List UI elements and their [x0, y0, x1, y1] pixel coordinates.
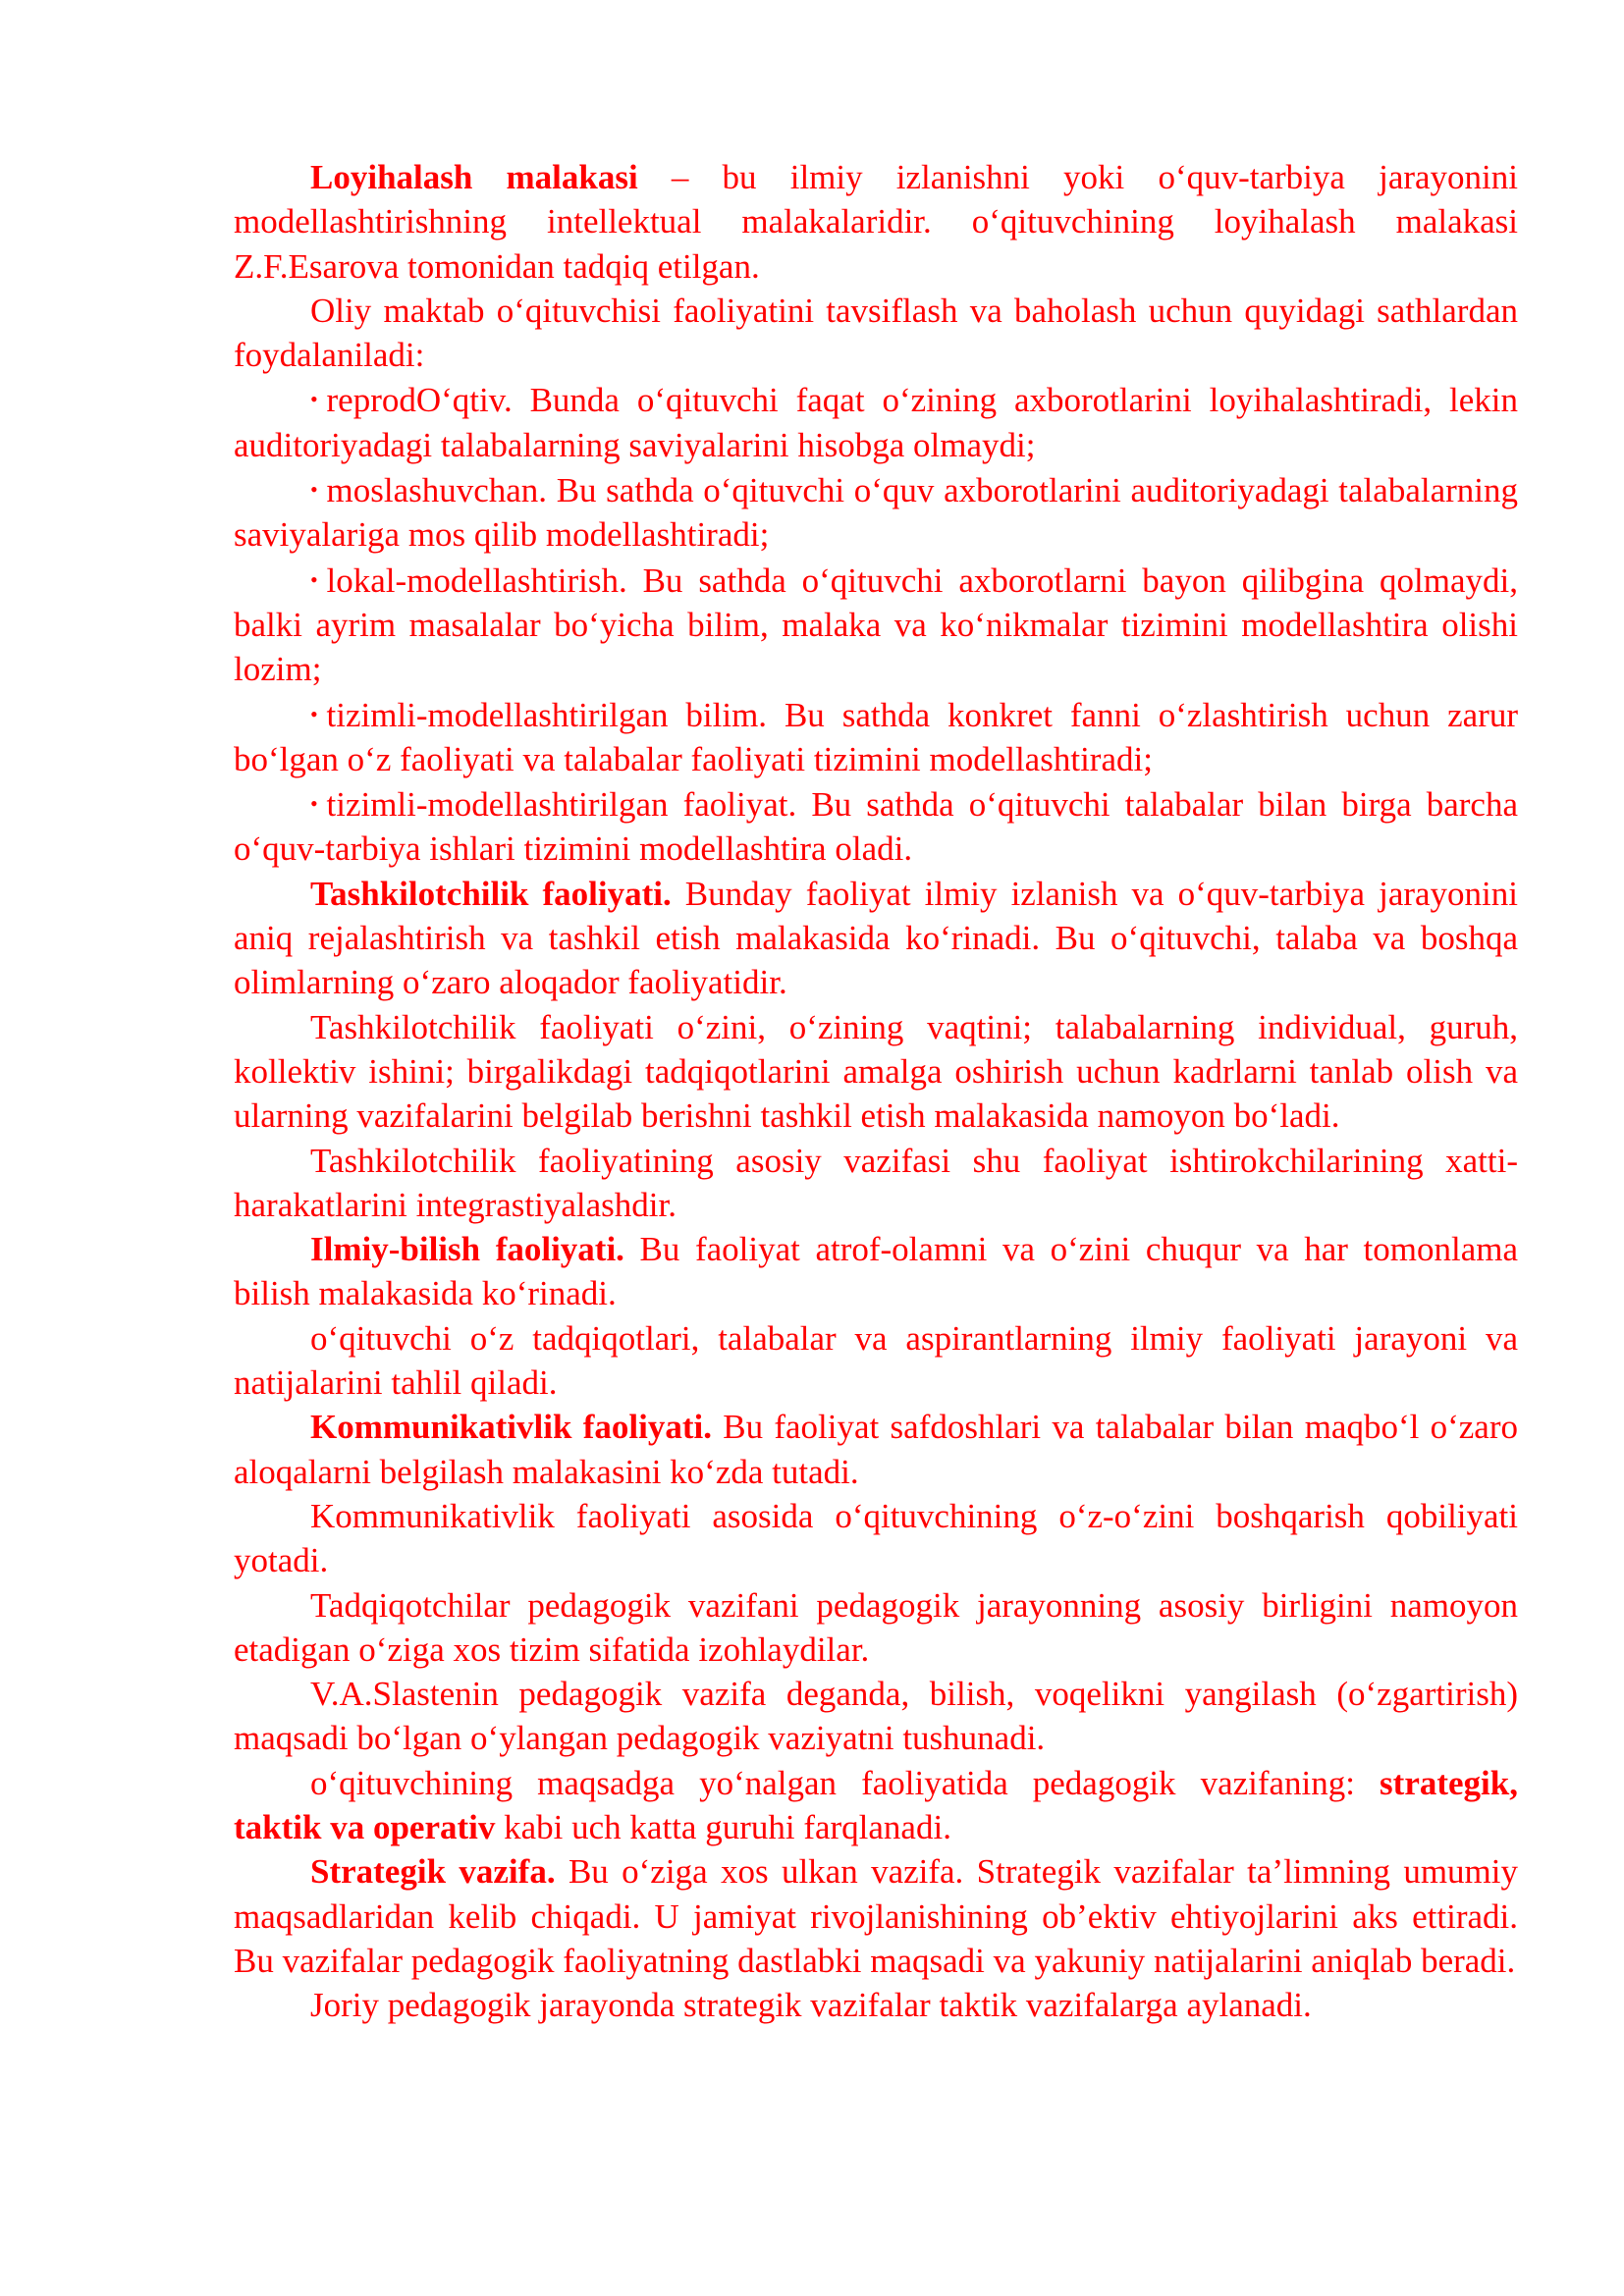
- paragraph-slastenin: [234, 1672, 1518, 1761]
- paragraph-tadqiqotchilar: [234, 1583, 1518, 1673]
- paragraph-kommunikativlik-asos: [234, 1494, 1518, 1583]
- list-item-text: tizimli-modellashtirilgan bilim. Bu sathda konkret fanni o‘zlashtirish uchun zarur bo‘lgan o‘z faoliyati va talabalar faoliyati tizimini modellashtiradi;: [234, 695, 1518, 778]
- paragraph-tashkilotchilik-detail: [234, 1005, 1518, 1139]
- paragraph-joriy-jarayon: [234, 1983, 1518, 2027]
- paragraph-text: Tashkilotchilik faoliyatining asosiy vazifasi shu faoliyat ishtirokchilarining xatti-harakatlarini integrastiyalashdir.: [234, 1141, 1518, 1224]
- term-kommunikativlik-faoliyati: Kommunikativlik faoliyati.: [310, 1408, 712, 1447]
- paragraph-loyihalash: [234, 155, 1518, 289]
- term-strategik-taktik-operativ: strategik, taktik va operativ: [234, 1763, 1518, 1846]
- list-item: [234, 467, 1518, 558]
- list-item-text: lokal-modellashtirish. Bu sathda o‘qituvchi axborotlarni bayon qilibgina qolmaydi, balki ayrim masalalar bo‘yicha bilim, malaka va ko‘nikmalar tizimini modellashtira olishi lozim;: [234, 561, 1518, 689]
- paragraph-text: Joriy pedagogik jarayonda strategik vazifalar taktik vazifalarga aylanadi.: [310, 1986, 1312, 2025]
- paragraph-tashkilotchilik: [234, 872, 1518, 1005]
- paragraph-strategik-vazifa: [234, 1849, 1518, 1983]
- list-item-text: moslashuvchan. Bu sathda o‘qituvchi o‘quv axborotlarini auditoriyadagi talabalarning saviyalariga mos qilib modellashtiradi;: [234, 471, 1518, 555]
- paragraph-text: Tadqiqotchilar pedagogik vazifani pedagogik jarayonning asosiy birligini namoyon etadigan o‘ziga xos tizim sifatida izohlaydilar.: [234, 1585, 1518, 1669]
- paragraph-text: Bu faoliyat atrof-olamni va o‘zini chuqur va har tomonlama bilish malakasida ko‘rinadi.: [234, 1230, 1518, 1313]
- list-item: [234, 377, 1518, 467]
- paragraph-kommunikativlik: [234, 1405, 1518, 1494]
- bullet-icon: •: [310, 701, 318, 726]
- document-page: [234, 155, 1518, 2027]
- list-item-text: reprodO‘qtiv. Bunda o‘qituvchi faqat o‘zining axborotlarini loyihalashtiradi, lekin auditoriyadagi talabalarning saviyalarini hisobga olmaydi;: [234, 381, 1518, 464]
- list-item: [234, 558, 1518, 692]
- paragraph-text: kabi uch katta guruhi farqlanadi.: [495, 1807, 951, 1846]
- paragraph-vazifa-guruhlari: [234, 1761, 1518, 1850]
- term-loyihalash-malakasi: Loyihalash malakasi: [310, 158, 638, 196]
- paragraph-text: Kommunikativlik faoliyati asosida o‘qituvchining o‘z-o‘zini boshqarish qobiliyati yotadi.: [234, 1496, 1518, 1580]
- paragraph-sathlar-intro: [234, 289, 1518, 378]
- paragraph-oqituvchi-tahlil: [234, 1316, 1518, 1406]
- list-item: [234, 781, 1518, 872]
- paragraph-text: V.A.Slastenin pedagogik vazifa deganda, bilish, voqelikni yangilash (o‘zgartirish) maqsadi bo‘lgan o‘ylangan pedagogik vaziyatni tushunadi.: [234, 1675, 1518, 1758]
- paragraph-text: Bu faoliyat safdoshlari va talabalar bilan maqbo‘l o‘zaro aloqalarni belgilash malakasini ko‘zda tutadi.: [234, 1408, 1518, 1491]
- paragraph-text: – bu ilmiy izlanishni yoki o‘quv-tarbiya jarayonini modellashtirishning intellektual malakalaridir. o‘qituvchining loyihalash malakasi Z.F.Esarova tomonidan tadqiq etilgan.: [234, 158, 1518, 286]
- list-item: [234, 692, 1518, 782]
- term-ilmiy-bilish-faoliyati: Ilmiy-bilish faoliyati.: [310, 1230, 624, 1269]
- bullet-icon: •: [310, 791, 318, 817]
- bullet-icon: •: [310, 387, 318, 412]
- paragraph-text: o‘qituvchining maqsadga yo‘nalgan faoliyatida pedagogik vazifaning:: [310, 1763, 1380, 1802]
- term-strategik-vazifa: Strategik vazifa.: [310, 1852, 556, 1892]
- list-item-text: tizimli-modellashtirilgan faoliyat. Bu sathda o‘qituvchi talabalar bilan birga barcha o‘quv-tarbiya ishlari tizimini modellashtira oladi.: [234, 785, 1518, 869]
- paragraph-tashkilotchilik-vazifa: [234, 1139, 1518, 1228]
- paragraph-text: Bunday faoliyat ilmiy izlanish va o‘quv-tarbiya jarayonini aniq rejalashtirish va tashkil etish malakasida ko‘rinadi. Bu o‘qituvchi, talaba va boshqa olimlarning o‘zaro aloqador faoliyatidir.: [234, 874, 1518, 1002]
- paragraph-text: Bu o‘ziga xos ulkan vazifa. Strategik vazifalar ta’limning umumiy maqsadlaridan kelib chiqadi. U jamiyat rivojlanishining ob’ektiv ehtiyojlarini aks ettiradi. Bu vazifalar pedagogik faoliyatning dastlabki maqsadi va yakuniy natijalarini aniqlab beradi.: [234, 1852, 1519, 1980]
- paragraph-text: Tashkilotchilik faoliyati o‘zini, o‘zining vaqtini; talabalarning individual, guruh, kollektiv ishini; birgalikdagi tadqiqotlarini amalga oshirish uchun kadrlarni tanlab olish va ularning vazifalarini belgilab berishni tashkil etish malakasida namoyon bo‘ladi.: [234, 1007, 1518, 1136]
- term-tashkilotchilik-faoliyati: Tashkilotchilik faoliyati.: [310, 874, 672, 913]
- bullet-icon: •: [310, 566, 318, 592]
- paragraph-text: o‘qituvchi o‘z tadqiqotlari, talabalar va aspirantlarning ilmiy faoliyati jarayoni va natijalarini tahlil qiladi.: [234, 1318, 1518, 1403]
- bullet-icon: •: [310, 477, 318, 503]
- paragraph-ilmiy-bilish: [234, 1227, 1518, 1316]
- paragraph-text: Oliy maktab o‘qituvchisi faoliyatini tavsiflash va baholash uchun quyidagi sathlardan foydalaniladi:: [234, 291, 1518, 375]
